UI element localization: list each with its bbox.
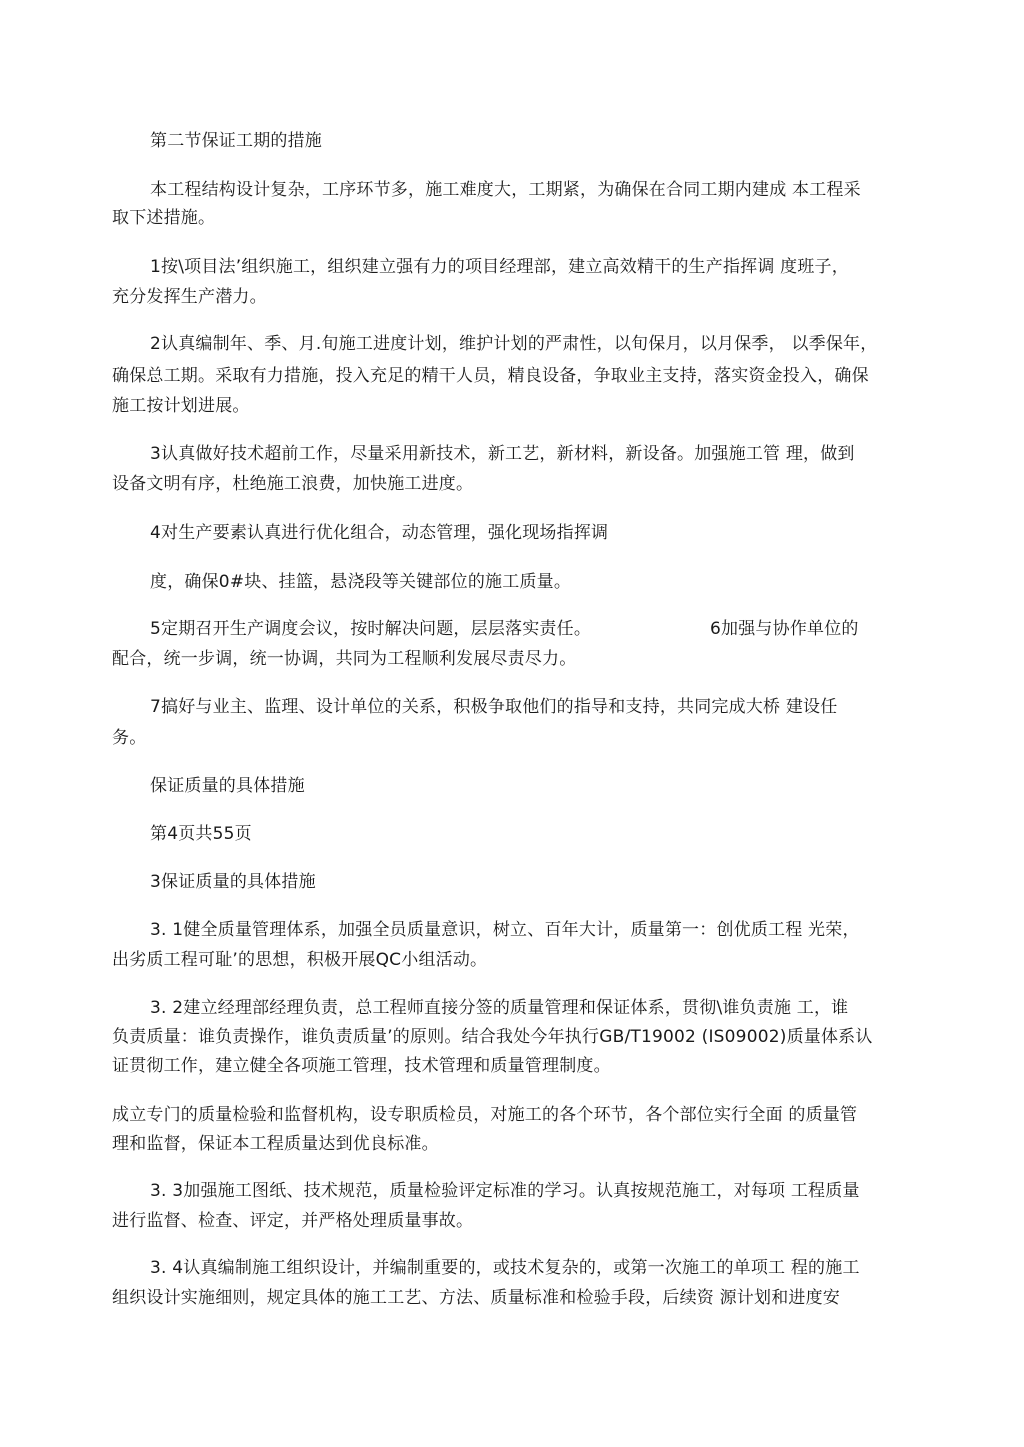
- q32-line-2: 负责质量：谁负责操作，谁负责质量’的原则。结合我处今年执行GB/T19002 (IS09002)质量体系认: [112, 1027, 873, 1047]
- item1-line-2: 充分发挥生产潜力。: [112, 287, 267, 307]
- q33-line-1: 3. 3加强施工图纸、技术规范，质量检验评定标准的学习。认真按规范施工，对每项 工程质量: [150, 1181, 860, 1201]
- item2-line-2: 确保总工期。采取有力措施，投入充足的精干人员，精良设备，争取业主支持，落实资金投入，确保: [112, 366, 869, 386]
- section-title: 第二节保证工期的措施: [150, 131, 322, 151]
- q33-line-2: 进行监督、检查、评定，并严格处理质量事故。: [112, 1211, 474, 1231]
- quality-heading: 保证质量的具体措施: [150, 776, 305, 796]
- q32-line-3: 证贯彻工作，建立健全各项施工管理，技术管理和质量管理制度。: [112, 1056, 611, 1076]
- intro-line-1: 本工程结构设计复杂，工序环节多，施工难度大，工期紧，为确保在合同工期内建成 本工程采: [150, 180, 861, 200]
- item2-line-1: 2认真编制年、季、月.旬施工进度计划，维护计划的严肃性，以旬保月，以月保季， 以季保年，: [150, 334, 878, 354]
- q34-line-2: 组织设计实施细则，规定具体的施工工艺、方法、质量标准和检验手段，后续资 源计划和进度安: [112, 1288, 841, 1308]
- item7-line-1: 7搞好与业主、监理、设计单位的关系，积极争取他们的指导和支持，共同完成大桥 建设任: [150, 697, 838, 717]
- item2-line-3: 施工按计划进展。: [112, 396, 250, 416]
- item7-line-2: 务。: [112, 728, 147, 748]
- item6-line-1: 6加强与协作单位的: [710, 619, 859, 639]
- q34-line-1: 3. 4认真编制施工组织设计，并编制重要的，或技术复杂的，或第一次施工的单项工 程的施工: [150, 1258, 860, 1278]
- item4-line-1: 4对生产要素认真进行优化组合，动态管理，强化现场指挥调: [150, 523, 609, 543]
- item6-line-2: 配合，统一步调，统一协调，共同为工程顺利发展尽责尽力。: [112, 649, 577, 669]
- intro-line-2: 取下述措施。: [112, 208, 216, 228]
- q32b-line-1: 成立专门的质量检验和监督机构，设专职质检员，对施工的各个环节，各个部位实行全面 的质量管: [112, 1105, 858, 1125]
- item1-line-1: 1按\项目法’组织施工，组织建立强有力的项目经理部，建立高效精干的生产指挥调 度班子，: [150, 257, 849, 277]
- q32-line-1: 3. 2建立经理部经理负责，总工程师直接分签的质量管理和保证体系，贯彻\谁负责施 工，谁: [150, 998, 849, 1018]
- q32b-line-2: 理和监督，保证本工程质量达到优良标准。: [112, 1134, 439, 1154]
- item4-line-2: 度，确保0#块、挂篮，悬浇段等关键部位的施工质量。: [150, 572, 572, 592]
- q31-line-2: 出劣质工程可耻’的思想，积极开展QC小组活动。: [112, 950, 488, 970]
- page-info: 第4页共55页: [150, 824, 252, 844]
- item3-line-2: 设备文明有序，杜绝施工浪费，加快施工进度。: [112, 474, 474, 494]
- item5-line-1: 5定期召开生产调度会议，按时解决问题，层层落实责任。: [150, 619, 592, 639]
- item3-line-1: 3认真做好技术超前工作，尽量采用新技术，新工艺，新材料，新设备。加强施工管 理，做到: [150, 444, 855, 464]
- q31-line-1: 3. 1健全质量管理体系，加强全员质量意识，树立、百年大计，质量第一：创优质工程 光荣，: [150, 920, 860, 940]
- quality-subheading: 3保证质量的具体措施: [150, 872, 316, 892]
